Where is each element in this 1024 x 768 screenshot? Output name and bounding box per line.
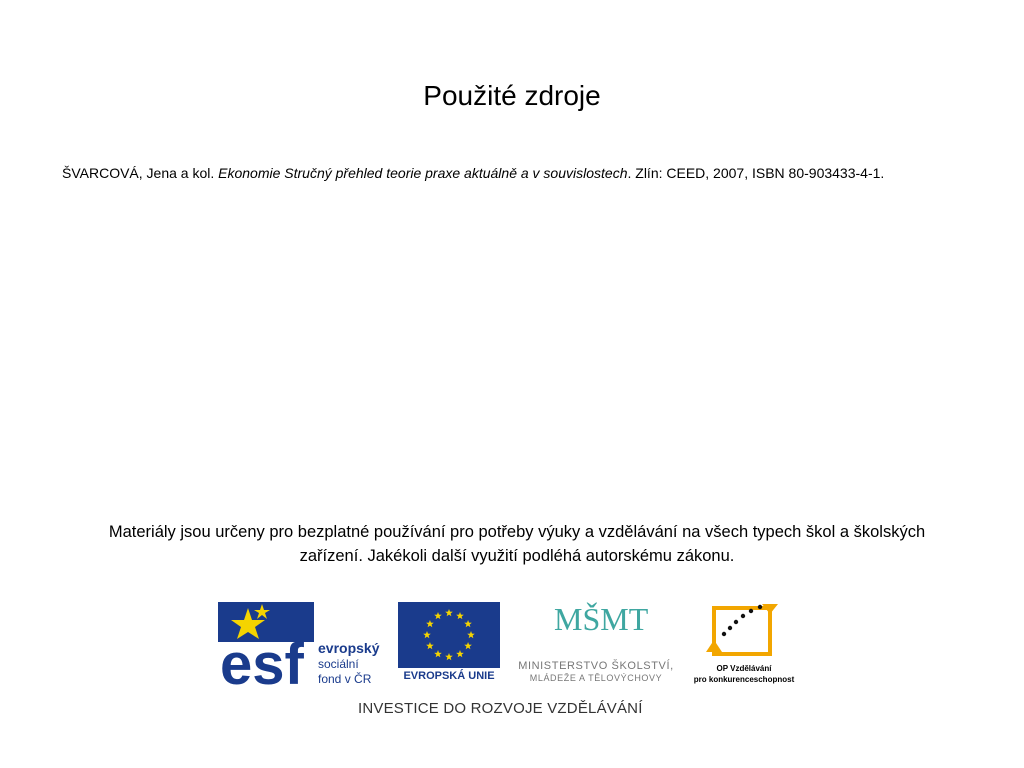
investice-tagline: INVESTICE DO ROZVOJE VZDĚLÁVÁNÍ (358, 700, 643, 717)
msmt-line1: MINISTERSTVO ŠKOLSTVÍ, (518, 660, 674, 672)
esf-letters: esf (220, 632, 304, 688)
op-arrows-icon (688, 600, 800, 662)
reference-authors: ŠVARCOVÁ, Jena a kol. (62, 165, 219, 181)
reference-publication: . Zlín: CEED, 2007, ISBN 80-903433-4-1. (627, 165, 885, 181)
msmt-line2: MLÁDEŽE A TĚLOVÝCHOVY (529, 673, 663, 683)
slide-title: Použité zdroje (423, 80, 601, 111)
esf-logo (218, 600, 394, 688)
esf-line2: sociální (318, 657, 359, 671)
copyright-notice: Materiály jsou určeny pro bezplatné používání pro potřeby výuky a vzdělávání na všech typech škol a školských zařízení. Jakékoli další využití podléhá autorskému zákonu. (108, 523, 926, 565)
eu-label: EVROPSKÁ UNIE (403, 670, 495, 682)
eu-flag-icon (398, 602, 500, 668)
reference-book-title: Ekonomie Stručný přehled teorie praxe aktuálně a v souvislostech (218, 165, 628, 181)
reference-entry (62, 164, 1002, 182)
esf-line1: evropský (318, 640, 380, 656)
eu-logo (398, 602, 500, 688)
msmt-mark: MŠMT (554, 601, 649, 637)
op-logo (688, 600, 800, 688)
msmt-logo (508, 600, 684, 688)
op-line2: pro konkurenceschopnost (693, 675, 795, 684)
logo-strip (218, 600, 808, 720)
op-line1: OP Vzdělávání (716, 664, 772, 673)
esf-line3: fond v ČR (318, 672, 372, 686)
msmt-mark-icon (508, 600, 684, 660)
